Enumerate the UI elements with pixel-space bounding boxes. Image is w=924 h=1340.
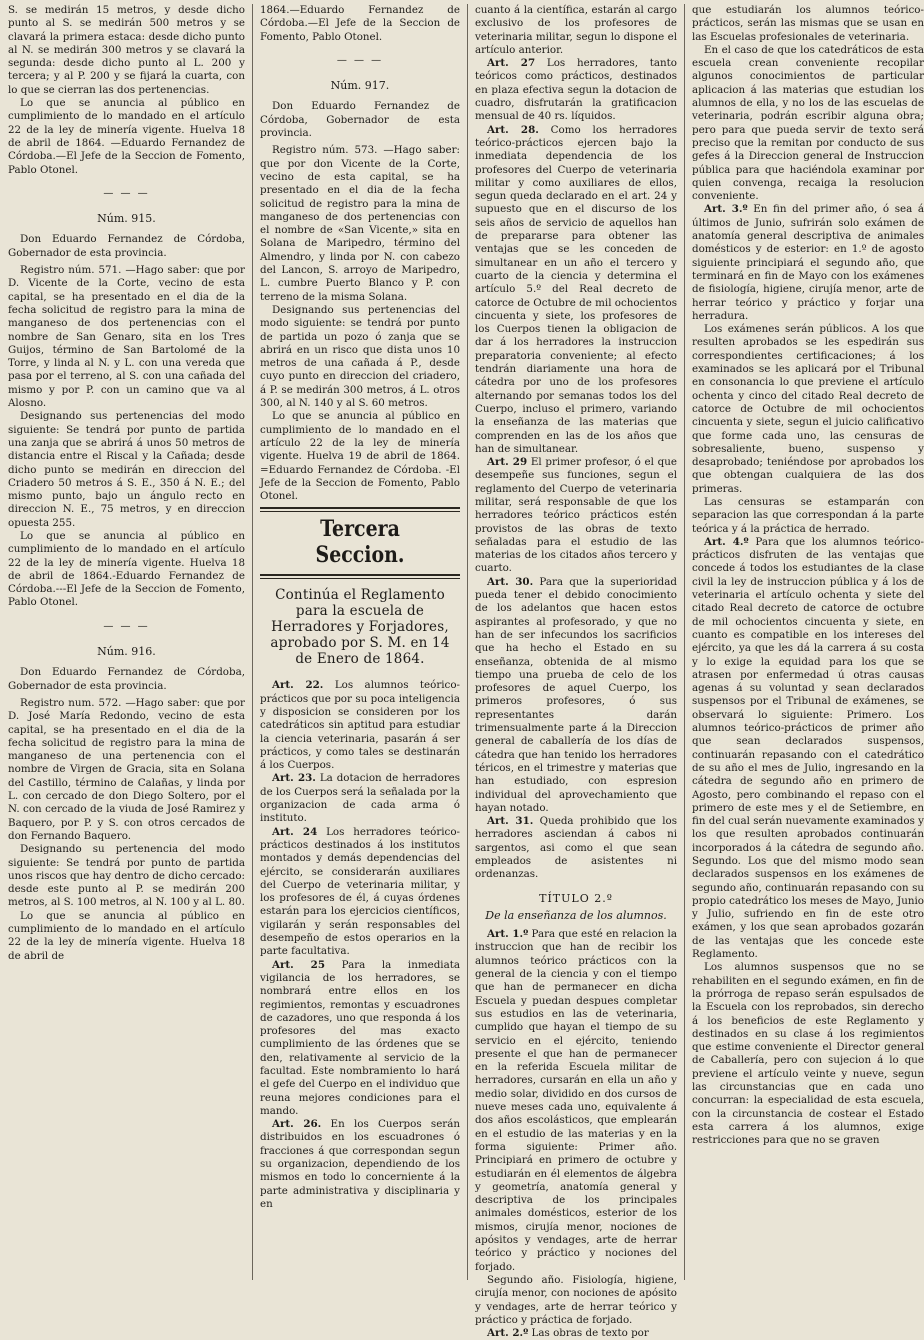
notice-number: Núm. 915. [97, 212, 156, 226]
article [475, 928, 677, 1274]
article-text: El primer profesor, ó el que desempeñe sus funciones, segun el reglamento del Cuerpo de veterinaria militar, será responsable de que los herradores teórico prácticos estén provistos de las obras de texto señaladas para el estudio de las materias de los citados años tercero y cuarto. [475, 456, 677, 575]
paragraph: Designando su pertenencia del modo siguiente: Se tendrá por punto de partida unos riscos que hay dentro de dicho cercado: desde este punto al P. se medirán 200 metros, al S. 100 metros, al N. 100 y al L. 80. [8, 843, 246, 909]
paragraph: Los alumnos suspensos que no se rehabiliten en el segundo exámen, en fin de la prórroga de repaso serán espulsados de la Escuela con los reprobados, sin derecho á los beneficios de este Reglamento y destinados en su clase á los regimientos que estime conveniente el Director general de Caballería, pero con sujecion á lo que previene el artículo veinte y nueve, segun las circunstancias que en cada uno concurran: la especialidad de esta escuela, con la circunstancia de costear el Estado esta carrera á los alumnos, exige restricciones para que no se graven [692, 961, 924, 1147]
article-text: Los alumnos teórico-prácticos que por su poca inteligencia y disposicion se consideren por los catedráticos sin aptitud para estudiar la ciencia veterinaria, pasarán á ser prácticos, y como tales se destinarán á los Cuerpos. [260, 679, 461, 772]
article-label: Art. 4.º [704, 535, 749, 548]
paragraph: Designando sus pertenencias del modo siguiente: se tendrá por punto de partida un pozo ó zanja que se abrirá en un risco que dista unos 10 metros de una cañada á P., desde cuyo punto en direccion del criadero, á P. se medirán 300 metros, á L. otros 300, al N. 140 y al S. 60 metros. [260, 303, 460, 410]
article-label: Art. 1.º [487, 928, 529, 941]
headline: Continúa el Reglamento para la escuela de Herradores y Forjadores, aprobado por S. M. en 14 de Enero de 1864. [270, 587, 450, 668]
paragraph: Registro núm. 573. —Hago saber: que por don Vicente de la Corte, vecino de esta capital, se ha presentado en el dia de la fecha solicitud de registro para la mina de manganeso de dos pertenencias con el nombre de «San Vicente,» sita en Solana de Maripedro, término del Almendro, y linda por N. con cabezo del Lancon, S. arroyo de Maripedro, L. cumbre Puerto Blanco y P. con terreno de la misma Solana. [260, 144, 460, 303]
article [475, 1327, 677, 1340]
column-3 [475, 4, 677, 1340]
column-2 [260, 4, 460, 1340]
chapter-subtitle: De la enseñanza de los alumnos. [485, 908, 667, 922]
article [475, 57, 677, 123]
notice-heading: Don Eduardo Fernandez de Córdoba, Gobernador de esta provincia. [8, 666, 245, 692]
separator: — — — [336, 54, 384, 66]
notice-number: Núm. 917. [330, 79, 390, 93]
paragraph: que estudiarán los alumnos teórico-prácticos, serán las mismas que se usan en las Escuelas profesionales de veterinaria. [692, 4, 924, 43]
paragraph: Lo que se anuncia al público en cumplimiento de lo mandado en el artículo 22 de la ley de minería vigente. Huelva 18 de abril de 1864.-Eduardo Fernandez de Córdoba.---El Jefe de la Seccion de Fomento, Pablo Otonel. [8, 529, 245, 609]
paragraph: Designando sus pertenencias del modo siguiente: Se tendrá por punto de partida una zanja que se abrirá á unos 50 metros de distancia entre el Riscal y la Cañada; desde dicho punto se medirán en direccion del Criadero 50 metros á S. E., 350 á N. E.; del mismo punto, bajo un ángulo recto en direccion N. E., 75 metros, y en direccion opuesta 255. [8, 410, 245, 529]
article-label: Art. 31. [487, 815, 534, 828]
section-title: Tercera Seccion. [315, 516, 405, 569]
notice-heading: Don Eduardo Fernandez de Córdoba, Gobernador de esta provincia. [260, 100, 460, 140]
paragraph: En el caso de que los catedráticos de esta escuela crean conveniente recopilar algunos conocimientos de particular aplicacion á las materias que estudian los alumnos de ella, y no los de las escuelas de veterinaria, podrán escribir alguna obra; pero para que pueda servir de texto será preciso que la remitan por conducto de sus gefes á la Direccion general de Instruccion pública para que haciéndola examinar por quien convenga, recaiga la resolucion conveniente. [692, 43, 924, 203]
article [260, 679, 460, 772]
article [260, 959, 460, 1119]
paragraph: Registro núm. 571. —Hago saber: que por D. Vicente de la Corte, vecino de esta capital, se ha presentado en el dia de la fecha solicitud de registro para la mina de manganeso de dos pertenencias con el nombre de San Genaro, sita en los Tres Guijos, término de San Bartolomé de la Torre, y linda al N. y L. con una vereda que pasa por el terreno, al S. con una cañada del mismo y por P. con un camino que va al Alosno. [8, 264, 245, 410]
article-text: Como los herradores teórico-prácticos ejercen bajo la inmediata dependencia de los profesores del Cuerpo de veterinaria militar y como auxiliares de ellos, segun queda declarado en el art. 24 y supuesto que en el discurso de los seis años de servicio de aquellos han de prepararse para obtener las ventajas que se les conceden de simultanear en un año el tercero y cuarto de la ciencia y determina el artículo 5.º del Real decreto de catorce de Octubre de mil ochocientos cincuenta y siete, los profesores de los Cuerpos tienen la obligacion de dar á los herradores la instruccion preparatoria conveniente; al efecto tendrán diariamente una hora de cátedra por uno de los profesores alternando por semanas todos los del Cuerpo, incluso el primero, variando la enseñanza de las materias que comprenden en las de los años que han de simultanear. [475, 123, 677, 455]
paragraph: Registro num. 572. —Hago saber: que por D. José María Redondo, vecino de esta capital, se ha presentado en el dia de la fecha solicitud de registro para la mina de manganeso de una pertenencia con el nombre de Virgen de Gracia, sita en Solana del Castillo, término de Calañas, y linda por L. con cercado de don Diego Soltero, por el N. con cercado de la viuda de José Ramirez y Baquero, por P. y S. con otros cercados de don Fernando Baquero. [8, 696, 245, 842]
article-text: Para que la superioridad pueda tener el debido conocimiento de los adelantos que hacen estos aspirantes al profesorado, y que no han de ser infecundos los sacrificios que ha hecho el Estado en su enseñanza, obtenida de al mismo tiempo una prueba de celo de los profesores de aquel Cuerpo, los primeros profesores, ó sus representantes darán trimensualmente parte á la Direccion general de caballería de los días de cátedra que han tenido los herradores téricos, en el trimestre y materias que han estudiado, con espresion individual del aprovechamiento que hayan notado. [475, 575, 677, 814]
separator: — — — [103, 620, 150, 632]
article [475, 456, 677, 576]
article [475, 124, 677, 456]
article [260, 826, 460, 959]
article [475, 576, 677, 815]
article-text: Para la inmediata vigilancia de los herradores, se nombrará entre ellos en los regimientos, remontas y escuadrones de cazadores, uno que responda á los profesores del mas exacto cumplimiento de las órdenes que se den, relativamente al servicio de la facultad. Este nombramiento lo hará el gefe del Cuerpo en el individuo que reuna mejores condiciones para el mando. [260, 958, 460, 1117]
paragraph: Lo que se anuncia al público en cumplimiento de lo mandado en el artículo 22 de la ley de minería vigente. Huelva 18 de abril de 1864. —Eduardo Fernandez de Córdoba.—El Jefe de la Seccion de Fomento, Pablo Otonel. [8, 97, 245, 176]
article-text: Los herradores, tanto teóricos como prácticos, destinados en plaza efectiva segun la dotacion de cuadro, disfrutarán la gratificacion mensual de 40 rs. líquidos. [475, 57, 678, 123]
separator: — — — [103, 187, 150, 199]
article-label: Art. 29 [487, 456, 528, 469]
article-label: Art. 22. [272, 679, 324, 692]
paragraph: Lo que se anuncia al público en cumplimiento de lo mandado en el artículo 22 de la ley de minería vigente. Huelva 19 de abril de 1864. =Eduardo Fernandez de Córdoba. -El Jefe de la Seccion de Fomento, Pablo Otonel. [260, 410, 460, 503]
paragraph: Segundo año. Fisiología, higiene, cirujía menor, con nociones de apósito y vendages, arte de herrar teórico y práctico y práctica de forjado. [475, 1273, 677, 1326]
article [692, 203, 924, 323]
article [475, 815, 677, 881]
article-label: Art. 26. [272, 1118, 322, 1131]
paragraph: Lo que se anuncia al público en cumplimiento de lo mandado en el artículo 22 de la ley de minería vigente. Huelva 18 de abril de [8, 909, 245, 962]
notice-number: Núm. 916. [97, 645, 156, 659]
article-text: Para que los alumnos teórico-prácticos disfruten de las ventajas que concede á todos los estudiantes de la clase civil la ley de instruccion pública y á los de veterinaria el artículo ochenta y siete del citado Real decreto de catorce de octubre de mil ochocientos cincuenta y siete, en cuanto es compatible en los intereses del ejército, ya que les dá la carrera á su costa y lo exige la equidad para los que se atrasen por enfermedad ú otras causas agenas á su voluntad y sean declarados suspensos por el Tribunal de exámenes, se observará lo siguiente: Primero. Los alumnos teórico-prácticos de primer año que sean declarados suspensos, continuarán repasando con el catedrático de su año el mes de Julio, ingresando en la cátedra de segundo año en primero de Agosto, pero combinando el repaso con el primero de este mes y el de Setiembre, en fin del cual serán nuevamente examinados y los que resulten aprobados continuarán incorporados á la cátedra de segundo año. Segundo. Los que del mismo modo sean declarados suspensos en los exámenes de segundo año, continuarán repasando con su propio catedrático los meses de Mayo, Junio y Julio, sufriendo en fin de este otro exámen, y los que sean aprobados gozarán de las ventajas que les concede este Reglamento. [692, 535, 924, 961]
article-text: En los Cuerpos serán distribuidos en los escuadrones ó fracciones á que correspondan segun su organizacion, dependiendo de los mismos en todo lo concerniente á la parte administrativa y disciplinaria y en [260, 1118, 460, 1210]
column-rule [467, 4, 468, 1280]
paragraph: S. se medirán 15 metros, y desde dicho punto al S. se medirán 500 metros y se clavará la primera estaca: desde dicho punto al N. se medirán 300 metros y se clavará la segunda: desde dicho punto al L. 200 y tercera; y al P. 200 y se fijará la cuarta, con lo que se cierran las dos pertenencias. [8, 4, 245, 96]
chapter-title: TÍTULO 2.º [539, 891, 613, 905]
notice-heading: Don Eduardo Fernandez de Córdoba, Gobernador de esta provincia. [8, 233, 245, 259]
article-text: En fin del primer año, ó sea á últimos de Junio, sufrirán solo exámen de anatomía general descriptiva de animales domésticos y de esterior: en 1.º de agosto siguiente principiará el segundo año, que terminará en fin de Mayo con los exámenes de fisiología, higiene, cirujía menor, arte de herrar teórico y práctico y forjar una herradura. [692, 203, 924, 322]
paragraph: Las censuras se estamparán con separacion las que correspondan á la parte teórica y á la práctica de herrado. [692, 495, 924, 535]
article-label: Art. 30. [487, 575, 534, 588]
article-label: Art. 24 [272, 825, 318, 838]
article-label: Art. 2.º [487, 1327, 529, 1340]
article-text: Las obras de texto por [531, 1327, 649, 1340]
article-label: Art. 23. [272, 772, 316, 785]
article-text: Queda prohibido que los herradores asciendan á cabos ni sargentos, asi como el que sean empleados de asistentes ni ordenanzas. [475, 815, 677, 881]
article-text: Para que esté en relacion la instruccion que han de recibir los alumnos teórico prácticos con la general de la ciencia y con el tiempo que han de permanecer en dicha Escuela y puedan despues completar sus estudios en las de veterinaria, cumplido que hayan el tiempo de su servicio en el ejército, teniendo presente el que han de permanecer en la referida Escuela militar de herradores, cursarán en ella un año y medio solar, dividido en dos cursos de nueve meses cada uno, equivalente á dos años escolásticos, que emplearán en el estudio de las materias y en la forma siguiente: Primer año. Principiará en primero de octubre y estudiarán en él elementos de álgebra y geometría, anatomía general y descriptiva de los principales animales domésticos, esterior de los mismos, cirujía menor, nociones de apósitos y vendages, arte de herrar teórico y práctico y nociones del forjado. [475, 928, 677, 1273]
paragraph: Los exámenes serán públicos. A los que resulten aprobados se les espedirán sus correspondientes certificaciones; á los examinados se les aplicará por el Tribunal en consonancia lo que previene el artículo ochenta y cinco del citado Real decreto de catorce de Octubre de mil ochocientos cincuenta y siete, segun el juicio calificativo que forme cada uno, las censuras de sobresaliente, bueno, suspenso y desaprobado; teniéndose por aprobados los que obtengan cualquiera de las dos primeras. [692, 323, 924, 495]
paragraph: cuanto á la científica, estarán al cargo exclusivo de los profesores de veterinaria militar, segun lo dispone el artículo anterior. [475, 4, 677, 56]
article [260, 1118, 460, 1211]
column-1 [8, 4, 245, 1340]
article [260, 772, 460, 825]
column-4 [692, 4, 924, 1340]
column-rule [684, 4, 685, 1280]
article-label: Art. 27 [487, 57, 536, 70]
section-rule [260, 507, 460, 512]
paragraph: 1864.—Eduardo Fernandez de Córdoba.—El Jefe de la Seccion de Fomento, Pablo Otonel. [260, 4, 460, 43]
article-text: La dotacion de herradores de los Cuerpos será la señalada por la organizacion de cada arma ó instituto. [260, 772, 460, 825]
article-label: Art. 3.º [704, 203, 748, 216]
article-label: Art. 25 [272, 958, 325, 971]
article-label: Art. 28. [487, 123, 539, 136]
article-text: Los herradores teórico-prácticos destinados á los institutos montados y demás dependencias del ejército, se considerarán auxiliares del Cuerpo de veterinaria militar, y los profesores de él, á cuyas órdenes estarán para los ejercicios científicos, vigilarán y serán responsables del desempeño de estos operarios en la parte facultativa. [260, 825, 460, 958]
section-rule [260, 574, 460, 579]
column-rule [252, 4, 253, 1280]
article [692, 536, 924, 962]
